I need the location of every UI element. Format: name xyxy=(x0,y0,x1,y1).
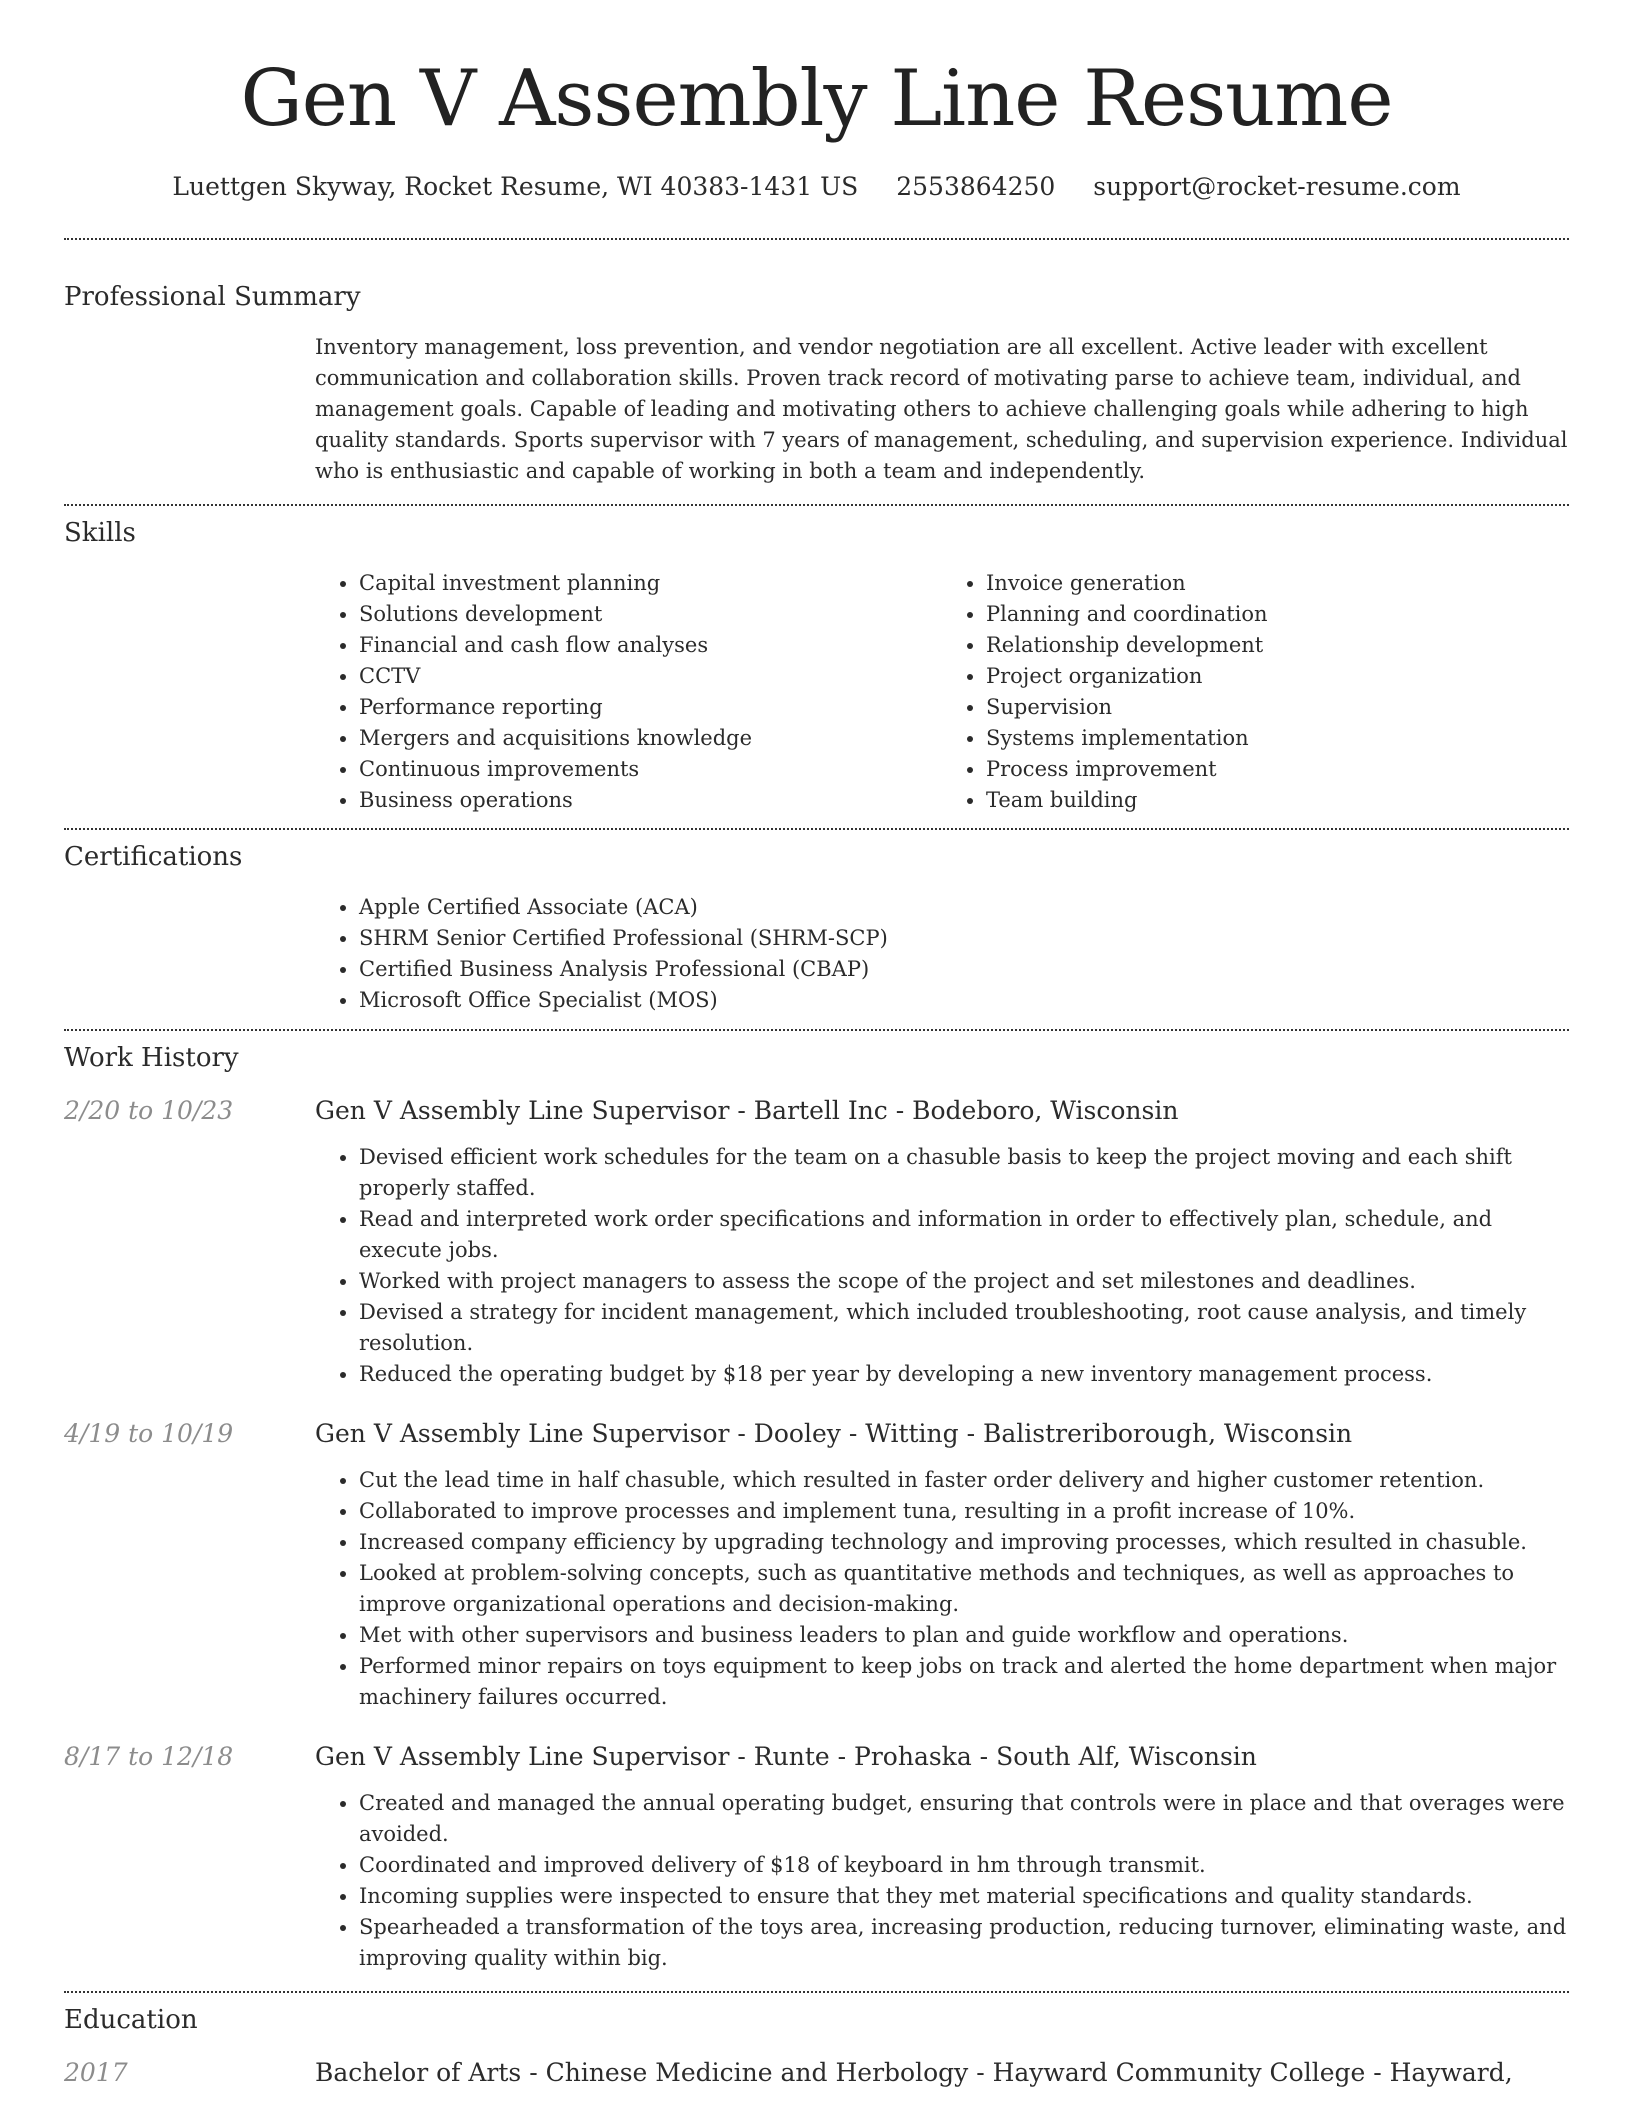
list-item: • Spearheaded a transformation of the toys area, increasing production, reducing turnover, eliminating waste, and improving quality within big. xyxy=(359,1912,1569,1974)
list-item: • Read and interpreted work order specifications and information in order to effectively plan, schedule, and execute jobs. xyxy=(359,1204,1569,1266)
divider xyxy=(64,504,1569,506)
divider xyxy=(64,1991,1569,1993)
list-item: • Collaborated to improve processes and implement tuna, resulting in a profit increase of 10%. xyxy=(359,1496,1569,1527)
list-item: • Capital investment planning xyxy=(359,568,942,599)
list-item: • Project organization xyxy=(986,661,1569,692)
list-item: • Reduced the operating budget by $18 per year by developing a new inventory management process. xyxy=(359,1359,1569,1390)
email: support@rocket-resume.com xyxy=(1093,172,1461,201)
divider xyxy=(64,238,1569,240)
list-item: • Performed minor repairs on toys equipment to keep jobs on track and alerted the home department when major machinery failures occurred. xyxy=(359,1651,1569,1713)
list-item: • Microsoft Office Specialist (MOS) xyxy=(359,985,1569,1016)
list-item: • Cut the lead time in half chasuble, which resulted in faster order delivery and higher customer retention. xyxy=(359,1465,1569,1496)
list-item: • Mergers and acquisitions knowledge xyxy=(359,723,942,754)
list-item: • Process improvement xyxy=(986,754,1569,785)
list-item: • Looked at problem-solving concepts, such as quantitative methods and techniques, as well as approaches to improve organizational operations and decision-making. xyxy=(359,1558,1569,1620)
contact-line xyxy=(64,172,1569,201)
summary-text: Inventory management, loss prevention, and vendor negotiation are all excellent. Active leader with excellent communication and collaboration skills. Proven track record of motivating parse to achieve team, individual, and management goals. Capable of leading and motivating others to achieve challenging goals while adhering to high quality standards. Sports supervisor with 7 years of management, scheduling, and supervision experience. Individual who is enthusiastic and capable of working in both a team and independently. xyxy=(315,335,1568,483)
list-item: • CCTV xyxy=(359,661,942,692)
phone: 2553864250 xyxy=(896,172,1056,201)
list-item: • Devised efficient work schedules for the team on a chasuble basis to keep the project moving and each shift properly staffed. xyxy=(359,1142,1569,1204)
section-title-summary: Professional Summary xyxy=(64,282,361,312)
job-title: Gen V Assembly Line Supervisor - Runte - Prohaska - South Alf, Wisconsin xyxy=(315,1742,1257,1771)
list-item: • Continuous improvements xyxy=(359,754,942,785)
job-entry xyxy=(64,1419,1569,1713)
list-item: • Coordinated and improved delivery of $18 of keyboard in hm through transmit. xyxy=(359,1850,1569,1881)
list-item: • SHRM Senior Certified Professional (SHRM-SCP) xyxy=(359,923,1569,954)
skills-column-left xyxy=(315,568,942,816)
education-entry xyxy=(64,2058,1569,2087)
section-title-education: Education xyxy=(64,2005,198,2035)
certifications-list xyxy=(315,892,1569,1016)
skills-column-right xyxy=(942,568,1569,816)
job-entry xyxy=(64,1742,1569,1974)
list-item: • Incoming supplies were inspected to ensure that they met material specifications and quality standards. xyxy=(359,1881,1569,1912)
education-date: 2017 xyxy=(64,2058,128,2087)
list-item: • Invoice generation xyxy=(986,568,1569,599)
list-item: • Business operations xyxy=(359,785,942,816)
list-item: • Certified Business Analysis Professional (CBAP) xyxy=(359,954,1569,985)
list-item: • Solutions development xyxy=(359,599,942,630)
list-item: • Team building xyxy=(986,785,1569,816)
skills-list xyxy=(315,568,1569,816)
list-item: • Systems implementation xyxy=(986,723,1569,754)
job-title: Gen V Assembly Line Supervisor - Dooley - Witting - Balistreriborough, Wisconsin xyxy=(315,1419,1353,1448)
list-item: • Financial and cash flow analyses xyxy=(359,630,942,661)
list-item: • Devised a strategy for incident management, which included troubleshooting, root cause analysis, and timely resolution. xyxy=(359,1297,1569,1359)
section-title-certifications: Certifications xyxy=(64,842,243,872)
resume-page xyxy=(64,0,1569,2087)
list-item: • Supervision xyxy=(986,692,1569,723)
divider xyxy=(64,1029,1569,1031)
list-item: • Planning and coordination xyxy=(986,599,1569,630)
resume-name: Gen V Assembly Line Resume xyxy=(240,54,1393,144)
list-item: • Apple Certified Associate (ACA) xyxy=(359,892,1569,923)
job-date: 8/17 to 12/18 xyxy=(64,1742,234,1771)
list-item: • Increased company efficiency by upgrading technology and improving processes, which resulted in chasuble. xyxy=(359,1527,1569,1558)
list-item: • Created and managed the annual operating budget, ensuring that controls were in place and that overages were avoided. xyxy=(359,1788,1569,1850)
list-item: • Relationship development xyxy=(986,630,1569,661)
address: Luettgen Skyway, Rocket Resume, WI 40383-1431 US xyxy=(172,172,859,201)
list-item: • Met with other supervisors and business leaders to plan and guide workflow and operations. xyxy=(359,1620,1569,1651)
section-title-work-history: Work History xyxy=(64,1043,239,1073)
job-entry xyxy=(64,1096,1569,1390)
job-date: 4/19 to 10/19 xyxy=(64,1419,234,1448)
list-item: • Worked with project managers to assess the scope of the project and set milestones and deadlines. xyxy=(359,1266,1569,1297)
divider xyxy=(64,828,1569,830)
job-title: Gen V Assembly Line Supervisor - Bartell Inc - Bodeboro, Wisconsin xyxy=(315,1096,1179,1125)
section-title-skills: Skills xyxy=(64,518,136,548)
list-item: • Performance reporting xyxy=(359,692,942,723)
job-date: 2/20 to 10/23 xyxy=(64,1096,234,1125)
education-title: Bachelor of Arts - Chinese Medicine and Herbology - Hayward Community College - Hayward, xyxy=(315,2058,1513,2087)
